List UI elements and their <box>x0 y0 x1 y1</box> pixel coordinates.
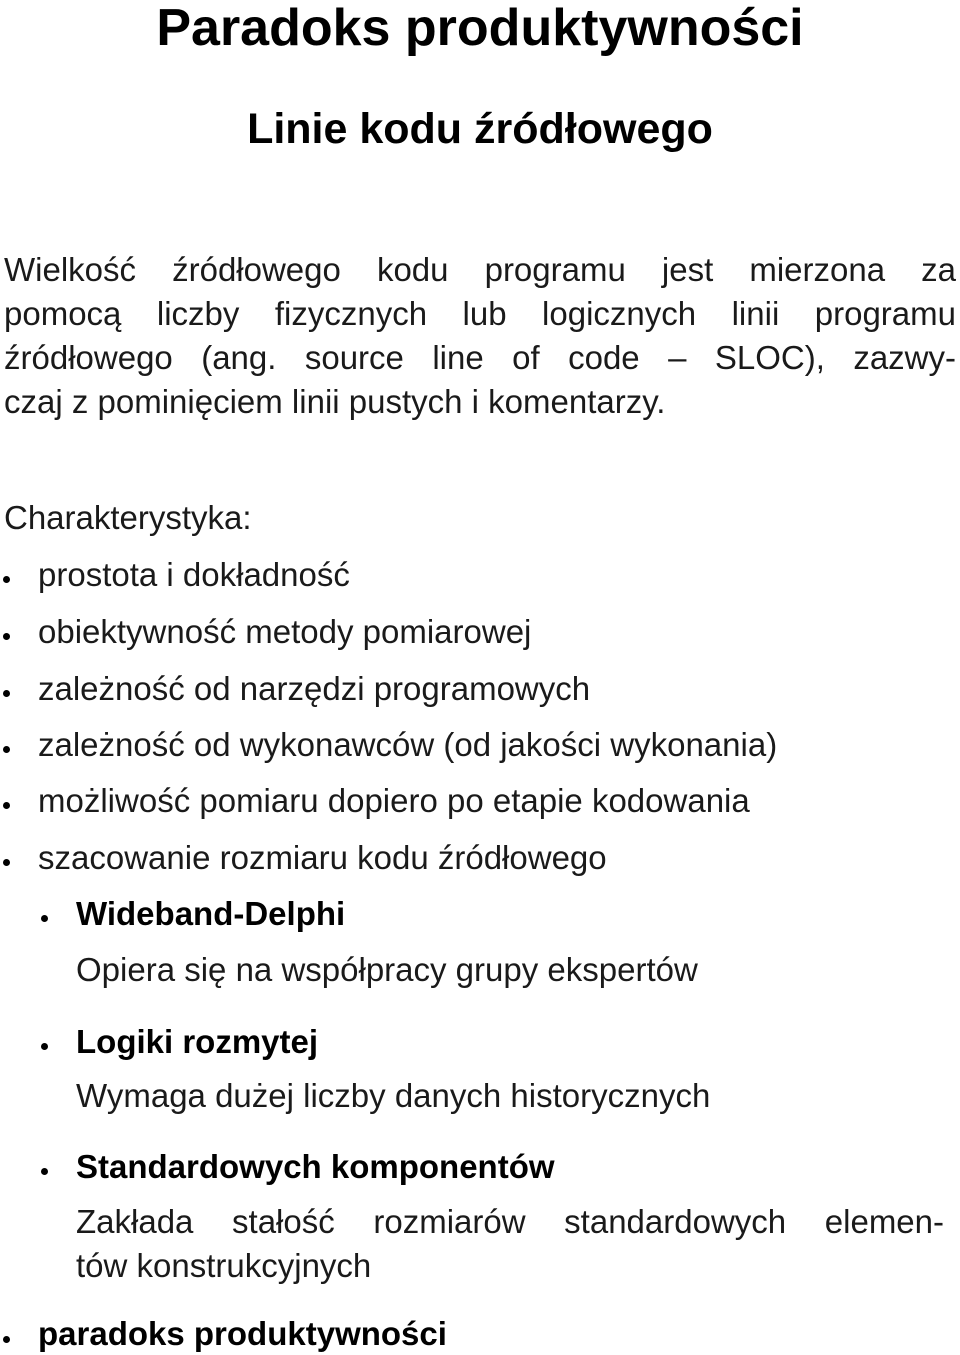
list-item: szacowanie rozmiaru kodu źródłowego <box>38 839 607 876</box>
method-name: Logiki rozmytej <box>76 1023 319 1060</box>
bullet-icon <box>3 1336 10 1343</box>
list-item: możliwość pomiaru dopiero po etapie kodowania <box>38 782 750 819</box>
bullet-icon <box>41 1168 48 1175</box>
intro-line: źródłowego (ang. source line of code – SLOC), zazwy- <box>4 339 956 376</box>
bullet-icon <box>3 746 10 753</box>
list-item: zależność od wykonawców (od jakości wykonania) <box>38 726 778 763</box>
bullet-icon <box>3 859 10 866</box>
list-item-final: paradoks produktywności <box>38 1315 447 1352</box>
method-description: tów konstrukcyjnych <box>76 1247 372 1284</box>
bullet-icon <box>3 633 10 640</box>
bullet-icon <box>3 690 10 697</box>
bullet-icon <box>3 576 10 583</box>
list-item: prostota i dokładność <box>38 556 350 593</box>
intro-line: czaj z pominięciem linii pustych i komentarzy. <box>4 383 666 420</box>
method-description: Wymaga dużej liczby danych historycznych <box>76 1077 711 1114</box>
method-description: Zakłada stałość rozmiarów standardowych elemen- <box>76 1203 944 1240</box>
method-description: Opiera się na współpracy grupy ekspertów <box>76 951 698 988</box>
list-item: zależność od narzędzi programowych <box>38 670 591 707</box>
bullet-icon <box>41 915 48 922</box>
list-item: obiektywność metody pomiarowej <box>38 613 532 650</box>
intro-line: Wielkość źródłowego kodu programu jest mierzona za <box>4 251 956 288</box>
method-name: Wideband-Delphi <box>76 895 346 932</box>
method-name: Standardowych komponentów <box>76 1148 555 1185</box>
bullet-icon <box>41 1043 48 1050</box>
bullet-icon <box>3 802 10 809</box>
intro-line: pomocą liczby fizycznych lub logicznych linii programu <box>4 295 956 332</box>
characteristics-label: Charakterystyka: <box>4 499 252 536</box>
page-subtitle: Linie kodu źródłowego <box>247 105 713 153</box>
page-title: Paradoks produktywności <box>156 0 804 57</box>
